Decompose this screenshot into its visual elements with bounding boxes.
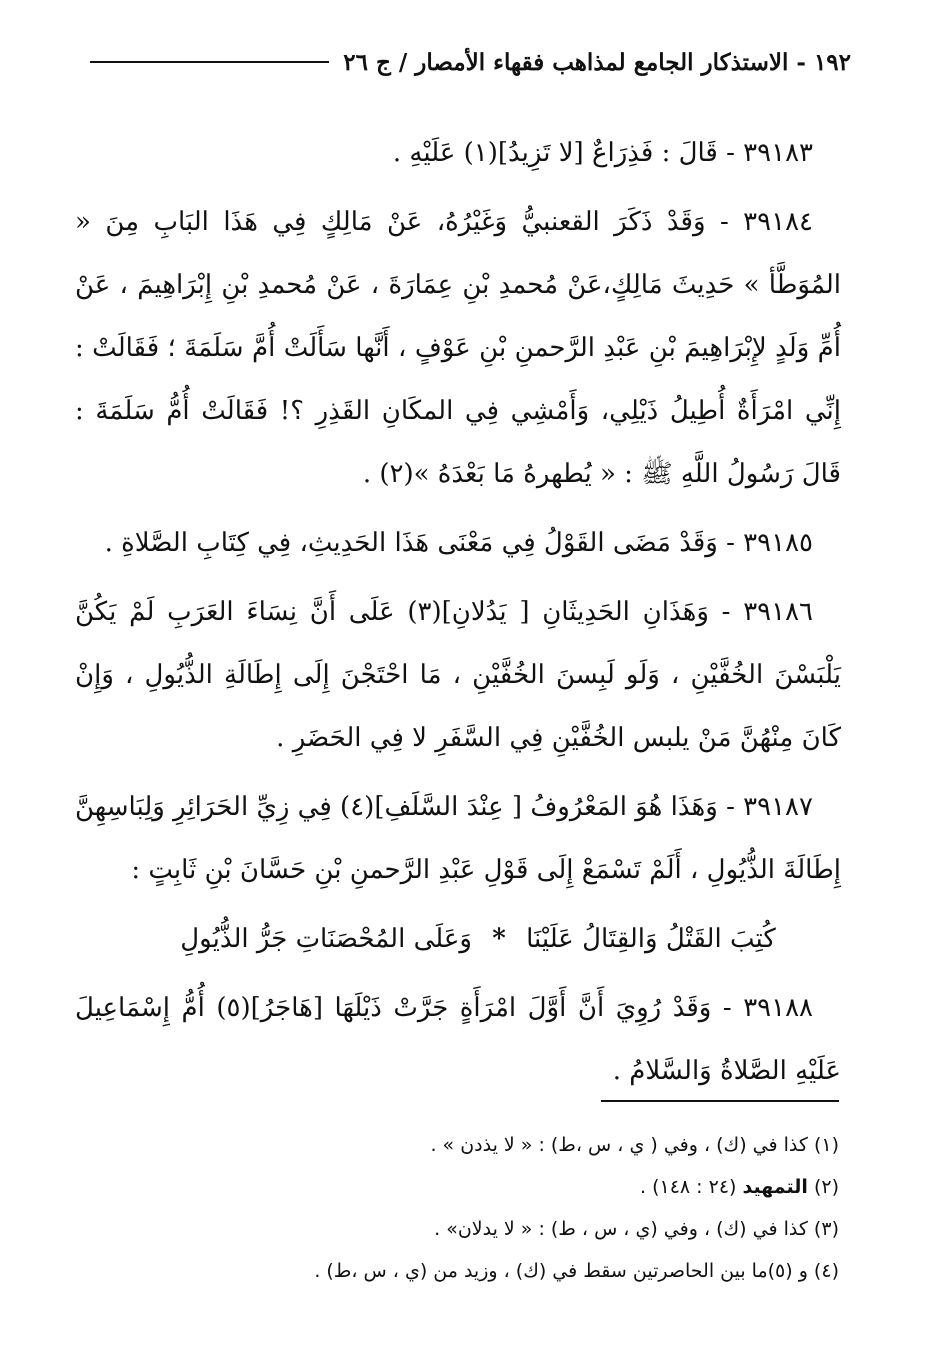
verse-separator: * [492, 924, 506, 954]
paragraph-39186: ٣٩١٨٦ - وَهَذَانِ الحَدِيثَانِ [ يَدُلانِ](٣) عَلَى أَنَّ نِسَاءَ العَرَبِ لَمْ يَكُنَّ يَلْبَسْنَ الخُفَّيْنِ ، وَلَو لَبِسنَ الخُفَّيْنِ ، مَا احْتَجْنَ إِلَى إِطَالَةِ الذُّيُولِ ، وَإِنْ كَانَ مِنْهُنَّ مَنْ يلبس الخُفَّيْنِ فِي السَّفَرِ لا فِي الحَضَرِ . [75, 597, 841, 753]
footnote-1 [80, 1124, 839, 1166]
footnote-1-text: (١) كذا في (ك) ، وفي ( ي ، س ،ط) : « لا يذدن » . [430, 1134, 839, 1156]
verse-hemistich-1: كُتِبَ القَتْلُ وَالقِتَالُ عَلَيْنَا [526, 924, 776, 954]
paragraph-39185: ٣٩١٨٥ - وَقَدْ مَضَى القَوْلُ فِي مَعْنَى هَذَا الحَدِيثِ، فِي كِتَابِ الصَّلاةِ . [104, 528, 813, 558]
page-header [90, 40, 851, 84]
footnote-rule [601, 1100, 839, 1102]
footnotes [80, 1124, 839, 1292]
verse-hemistich-2: وَعَلَى المُحْصَنَاتِ جَرُّ الذُّيُولِ [180, 924, 472, 954]
footnote-2-marker: (٢) [807, 1176, 839, 1198]
poetry-verse [75, 908, 841, 971]
footnote-2 [80, 1166, 839, 1208]
paragraph-39188: ٣٩١٨٨ - وَقَدْ رُوِيَ أَنَّ أَوَّلَ امْرَأَةٍ جَرَّتْ ذَيْلَهَا [هَاجَرُ](٥) أُمُّ إِسْمَاعِيلَ عَلَيْهِ الصَّلاةُ وَالسَّلامُ . [75, 993, 841, 1086]
header-rule [90, 61, 329, 63]
footnote-3 [80, 1208, 839, 1250]
paragraph-39183: ٣٩١٨٣ - قَالَ : فَذِرَاعٌ [لا تَزِيدُ](١) عَلَيْهِ . [392, 138, 813, 168]
paragraph-39187: ٣٩١٨٧ - وَهَذَا هُوَ المَعْرُوفُ [ عِنْدَ السَّلَفِ](٤) فِي زِيِّ الحَرَائِرِ وَلِبَاسِهِنَّ إِطَالَةَ الذُّيُولِ ، أَلَمْ تَسْمَعْ إِلَى قَوْلِ عَبْدِ الرَّحمنِ بْنِ حَسَّانَ بْنِ ثَابِتٍ : [75, 792, 841, 885]
footnote-4-5-text: (٤) و (٥)ما بين الحاصرتين سقط في (ك) ، وزيد من (ي ، س ،ط) . [314, 1260, 839, 1282]
footnote-2-reference: (٢٤ : ١٤٨) . [640, 1176, 743, 1198]
footnote-3-text: (٣) كذا في (ك) ، وفي (ي ، س ، ط) : « لا يدلان» . [434, 1218, 839, 1240]
footnote-4-5 [80, 1250, 839, 1292]
paragraph-39184: ٣٩١٨٤ - وَقَدْ ذَكَرَ القعنبيُّ وَغَيْرُهُ، عَنْ مَالِكٍ فِي هَذَا البَابِ مِنَ « المُوَطَّأ » حَدِيثَ مَالِكٍ،عَنْ مُحمدِ بْنِ عِمَارَةَ ، عَنْ مُحمدِ بْنِ إِبْرَاهِيمَ ، عَنْ أُمِّ وَلَدٍ لإِبْرَاهِيمَ بْنِ عَبْدِ الرَّحمنِ بْنِ عَوْفٍ ، أَنَّها سَأَلَتْ أُمَّ سَلَمَةَ ؛ فَقَالَتْ : إِنِّي امْرَأَةٌ أُطِيلُ ذَيْلِي، وَأَمْشِي فِي المكَانِ القَذِرِ ؟! فَقَالَتْ أُمُّ سَلَمَةَ : قَالَ رَسُولُ اللَّهِ ﷺ : « يُطهرهُ مَا بَعْدَهُ »(٢) . [75, 207, 841, 489]
running-title: ١٩٢ - الاستذكار الجامع لمذاهب فقهاء الأمصار / ج ٢٦ [343, 48, 851, 76]
main-text [75, 122, 841, 1109]
footnote-2-source: التمهيد [742, 1176, 808, 1198]
